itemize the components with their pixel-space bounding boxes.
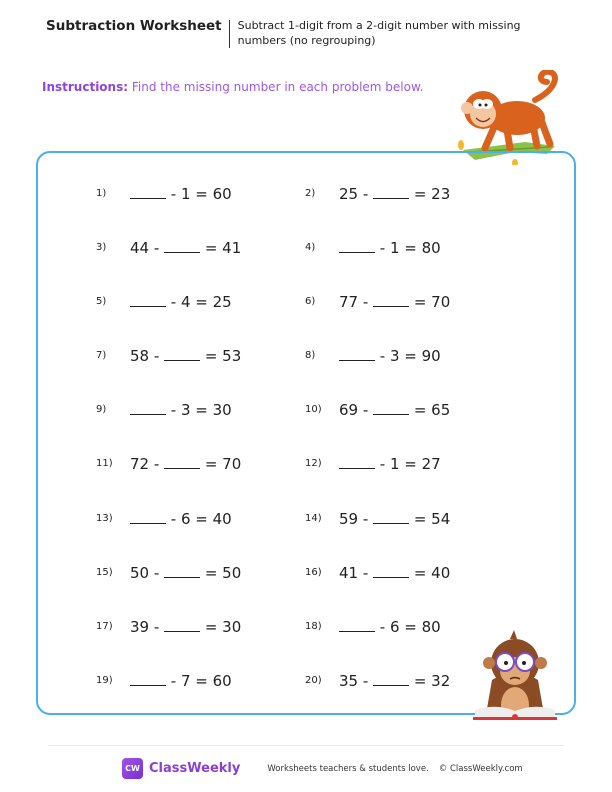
problem-equation [339, 238, 441, 257]
problem-equation [339, 617, 441, 636]
minuend: 69 - [339, 400, 369, 419]
minuend: 44 - [130, 238, 160, 257]
equation-rest: - 3 = 30 [170, 400, 232, 419]
worksheet-title: Subtraction Worksheet [46, 18, 222, 34]
footer-tagline: Worksheets teachers & students love. [267, 763, 429, 774]
instructions [42, 80, 424, 94]
minuend: 25 - [339, 184, 369, 203]
equation-rest: = 54 [413, 509, 451, 528]
answer-blank[interactable] [339, 617, 375, 632]
problem-equation [130, 346, 241, 365]
problem-number: 4) [305, 241, 316, 253]
problem-number: 6) [305, 295, 316, 307]
answer-blank[interactable] [339, 238, 375, 253]
classweekly-logo-icon: CW [122, 758, 143, 779]
minuend: 59 - [339, 509, 369, 528]
minuend: 39 - [130, 617, 160, 636]
answer-blank[interactable] [373, 671, 409, 686]
equation-rest: - 1 = 27 [379, 454, 441, 473]
problem-equation [130, 400, 232, 419]
minuend: 58 - [130, 346, 160, 365]
answer-blank[interactable] [373, 563, 409, 578]
answer-blank[interactable] [164, 563, 200, 578]
equation-rest: - 6 = 80 [379, 617, 441, 636]
answer-blank[interactable] [130, 292, 166, 307]
problem-number: 2) [305, 187, 316, 199]
instructions-label: Instructions: [42, 80, 129, 94]
footer [122, 758, 523, 779]
problem-number: 20) [305, 674, 322, 686]
problem-item [96, 616, 241, 636]
problem-item [96, 453, 241, 473]
equation-rest: - 6 = 40 [170, 509, 232, 528]
equation-rest: - 1 = 60 [170, 184, 232, 203]
problem-item [305, 345, 441, 365]
problem-item [305, 453, 441, 473]
problem-equation [130, 671, 232, 690]
problem-number: 14) [305, 512, 322, 524]
problem-equation [130, 617, 241, 636]
answer-blank[interactable] [339, 346, 375, 361]
equation-rest: = 65 [413, 400, 451, 419]
answer-blank[interactable] [339, 454, 375, 469]
problem-equation [339, 184, 450, 203]
answer-blank[interactable] [164, 454, 200, 469]
equation-rest: - 7 = 60 [170, 671, 232, 690]
problem-equation [130, 454, 241, 473]
instructions-text: Find the missing number in each problem below. [128, 80, 424, 94]
problem-item [96, 237, 241, 257]
minuend: 72 - [130, 454, 160, 473]
answer-blank[interactable] [373, 292, 409, 307]
worksheet-subtitle: Subtract 1-digit from a 2-digit number with missing numbers (no regrouping) [237, 19, 521, 47]
problem-item [96, 345, 241, 365]
problem-equation [130, 292, 232, 311]
equation-rest: = 50 [204, 563, 242, 582]
problem-number: 13) [96, 512, 113, 524]
problem-item [96, 508, 232, 528]
problem-item [305, 616, 441, 636]
equation-rest: = 32 [413, 671, 451, 690]
problem-number: 7) [96, 349, 107, 361]
equation-rest: = 23 [413, 184, 451, 203]
problem-item [305, 670, 450, 690]
problem-equation [339, 346, 441, 365]
problem-item [305, 562, 450, 582]
footer-copyright: © ClassWeekly.com [438, 763, 523, 774]
equation-rest: - 4 = 25 [170, 292, 232, 311]
problem-item [96, 670, 232, 690]
equation-rest: = 70 [413, 292, 451, 311]
equation-rest: = 40 [413, 563, 451, 582]
problem-number: 10) [305, 403, 322, 415]
problem-number: 15) [96, 566, 113, 578]
problem-number: 1) [96, 187, 107, 199]
answer-blank[interactable] [373, 400, 409, 415]
answer-blank[interactable] [130, 671, 166, 686]
answer-blank[interactable] [130, 509, 166, 524]
minuend: 77 - [339, 292, 369, 311]
problem-item [96, 183, 232, 203]
problem-number: 12) [305, 457, 322, 469]
minuend: 35 - [339, 671, 369, 690]
problem-equation [130, 509, 232, 528]
problem-equation [339, 671, 450, 690]
problem-item [96, 399, 232, 419]
problem-item [305, 291, 450, 311]
problem-number: 3) [96, 241, 107, 253]
answer-blank[interactable] [164, 346, 200, 361]
equation-rest: = 53 [204, 346, 242, 365]
problem-number: 19) [96, 674, 113, 686]
equation-rest: - 1 = 80 [379, 238, 441, 257]
problem-equation [339, 454, 441, 473]
monkey-reading-book-icon [470, 625, 560, 720]
minuend: 41 - [339, 563, 369, 582]
answer-blank[interactable] [164, 617, 200, 632]
answer-blank[interactable] [373, 184, 409, 199]
equation-rest: = 41 [204, 238, 242, 257]
problem-number: 17) [96, 620, 113, 632]
problem-number: 9) [96, 403, 107, 415]
problem-number: 16) [305, 566, 322, 578]
problem-equation [130, 238, 241, 257]
problem-number: 11) [96, 457, 113, 469]
equation-rest: = 70 [204, 454, 242, 473]
minuend: 50 - [130, 563, 160, 582]
problem-item [305, 237, 441, 257]
problem-equation [339, 509, 450, 528]
problem-equation [339, 400, 450, 419]
brand-name: ClassWeekly [149, 761, 241, 776]
header-divider [229, 20, 230, 48]
problem-equation [339, 563, 450, 582]
answer-blank[interactable] [164, 238, 200, 253]
problem-item [305, 183, 450, 203]
answer-blank[interactable] [373, 509, 409, 524]
footer-divider [48, 745, 564, 746]
problem-equation [130, 563, 241, 582]
problem-number: 18) [305, 620, 322, 632]
worksheet-header [46, 17, 538, 48]
answer-blank[interactable] [130, 184, 166, 199]
equation-rest: - 3 = 90 [379, 346, 441, 365]
problem-item [96, 562, 241, 582]
problem-equation [339, 292, 450, 311]
equation-rest: = 30 [204, 617, 242, 636]
problem-item [96, 291, 232, 311]
problem-number: 8) [305, 349, 316, 361]
problem-item [305, 508, 450, 528]
problem-item [305, 399, 450, 419]
problem-number: 5) [96, 295, 107, 307]
answer-blank[interactable] [130, 400, 166, 415]
problem-equation [130, 184, 232, 203]
